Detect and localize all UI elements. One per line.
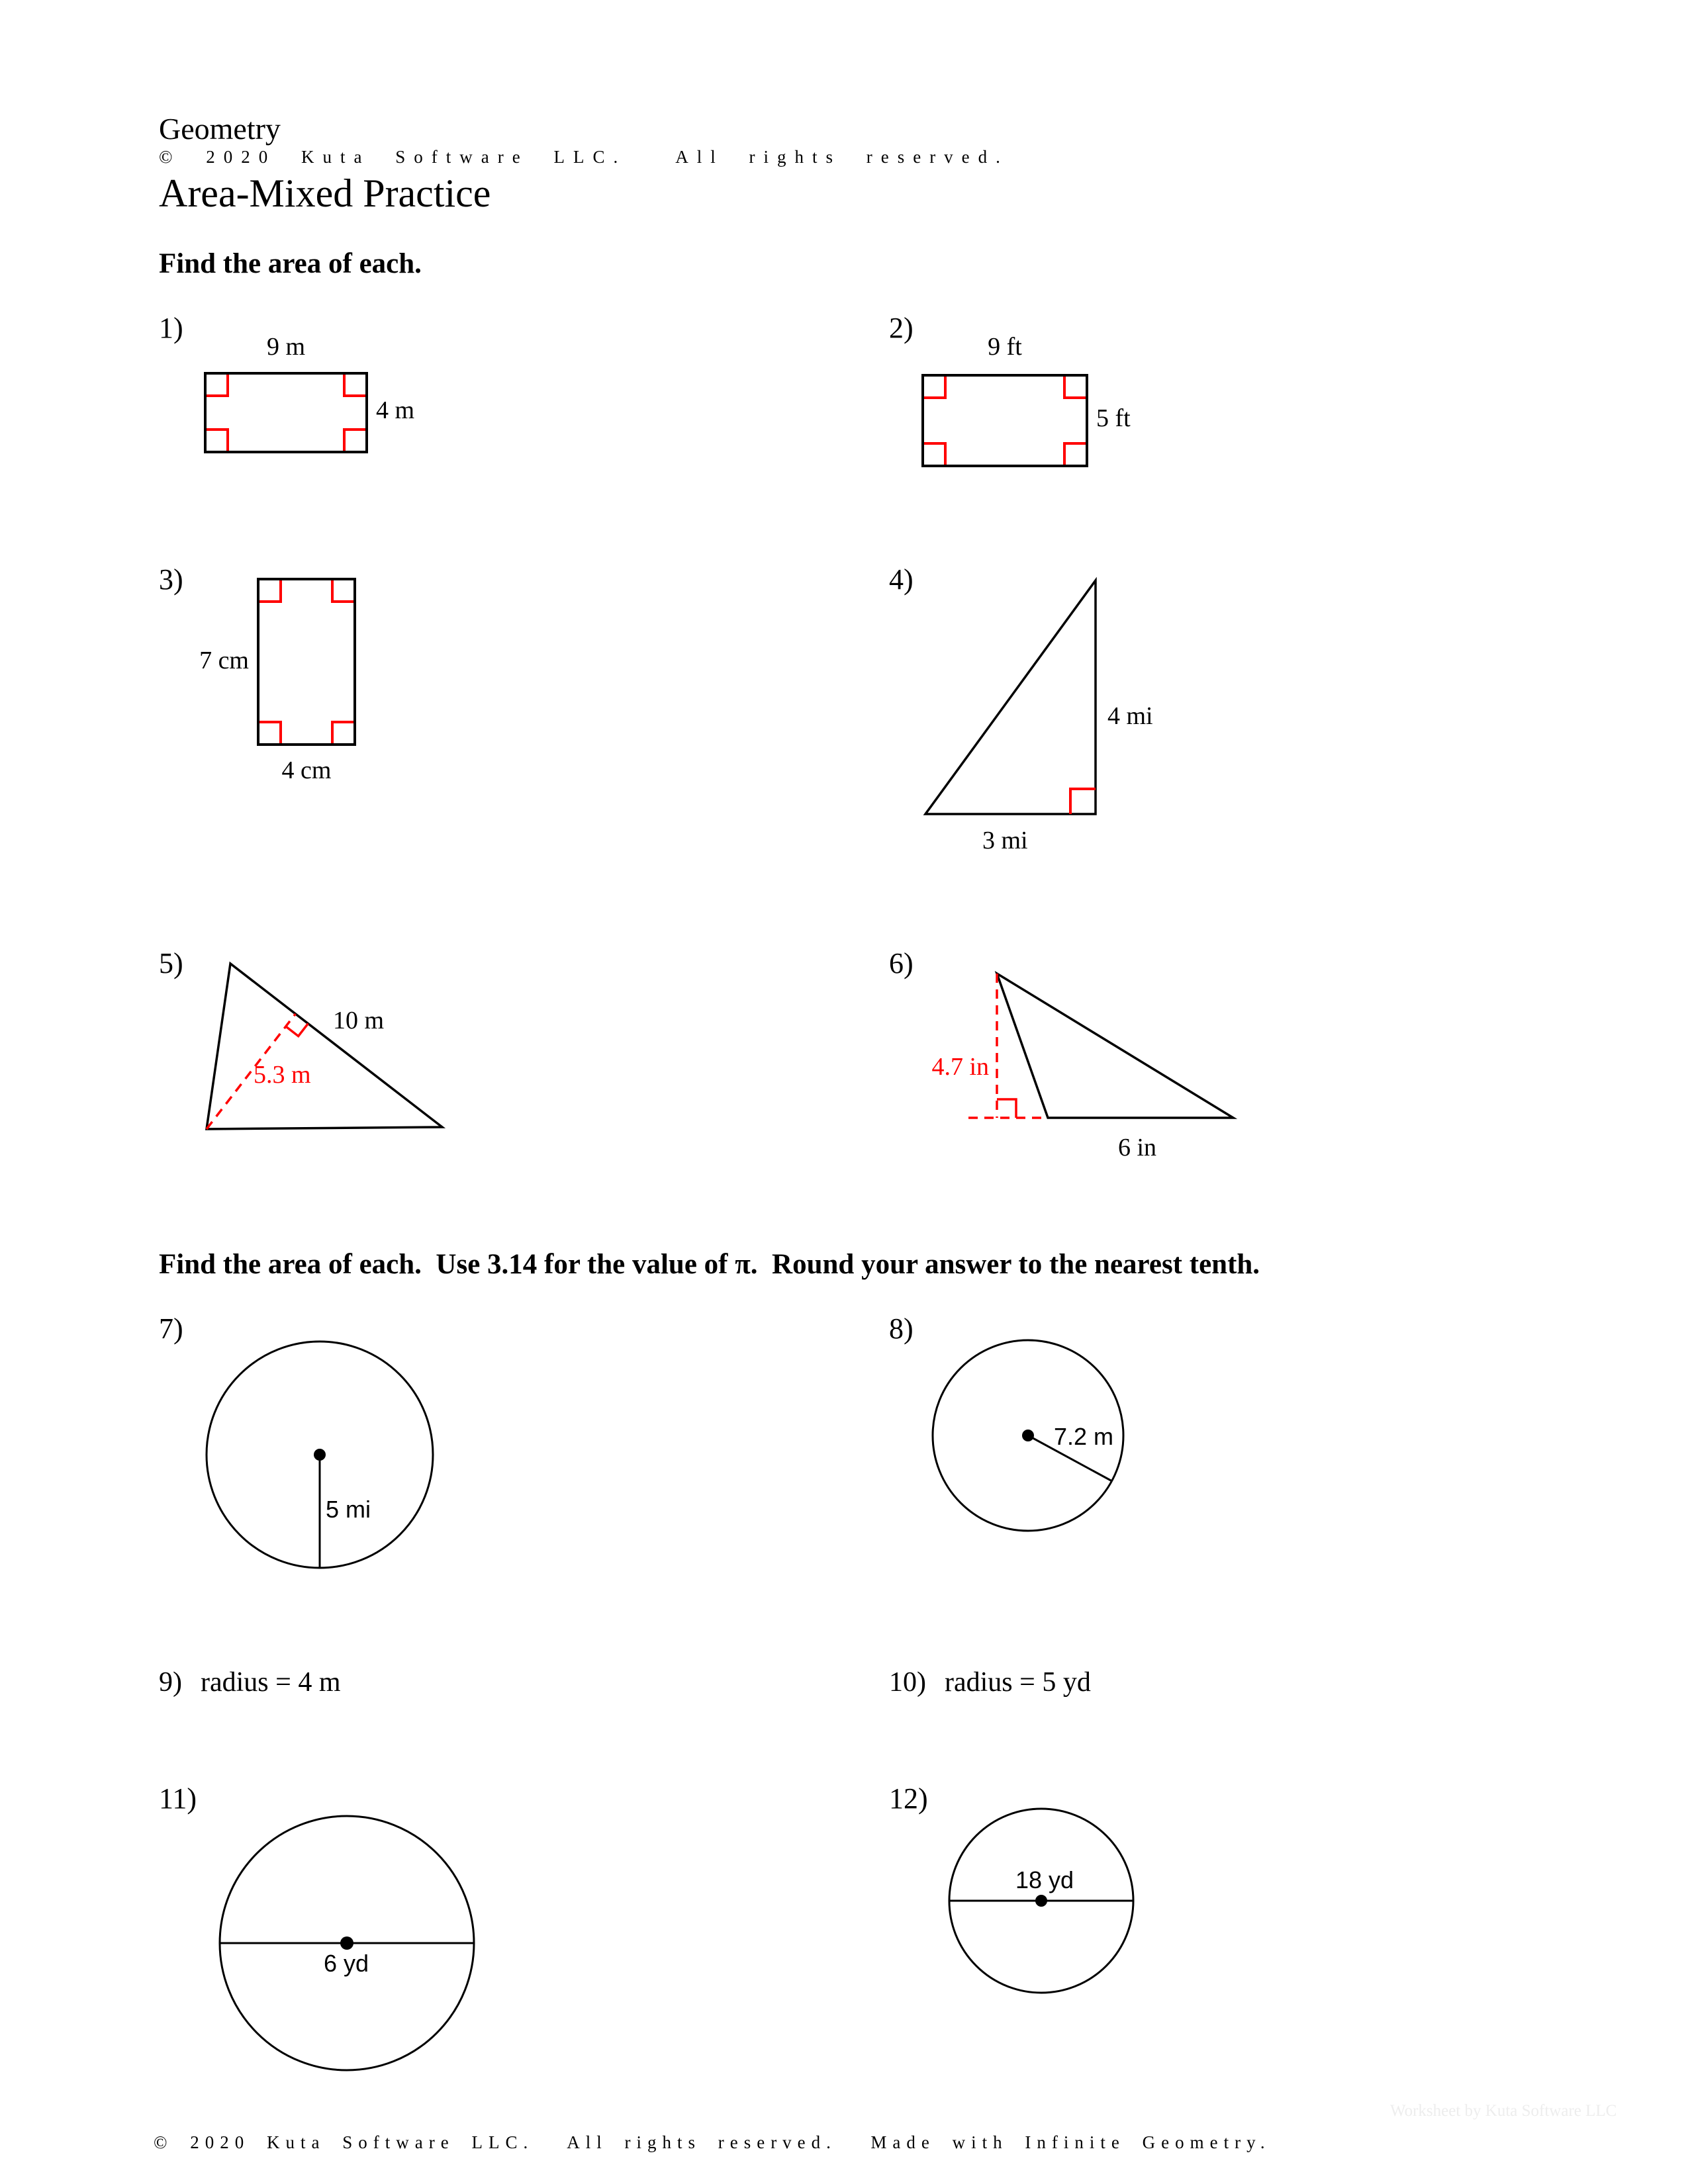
right-angle-mark-icon (997, 1099, 1016, 1118)
worksheet-title: Area-Mixed Practice (159, 171, 491, 215)
center-dot-icon (1035, 1895, 1047, 1907)
center-dot-icon (1022, 1430, 1034, 1441)
section1-instruction: Find the area of each. (159, 248, 422, 279)
problem-4-number: 4) (889, 563, 914, 596)
right-angle-mark-icon (343, 375, 365, 397)
problem-12-diameter-dimension: 18 yd (1015, 1866, 1074, 1893)
problem-11-number: 11) (159, 1782, 197, 1815)
triangle-outline (207, 964, 442, 1129)
problem-6-base-dimension: 6 in (1118, 1134, 1157, 1161)
problem-4-triangle (914, 570, 1112, 829)
problem-4-base-dimension: 3 mi (982, 827, 1028, 854)
problem-10-number: 10) (889, 1667, 926, 1698)
problem-1-right-dimension: 4 m (376, 396, 415, 424)
problem-5-triangle (192, 954, 457, 1146)
problem-6-number: 6) (889, 947, 914, 979)
right-angle-mark-icon (207, 428, 229, 451)
problem-6-altitude-dimension: 4.7 in (931, 1053, 989, 1081)
problem-11-diameter-dimension: 6 yd (324, 1950, 369, 1977)
right-angle-mark-icon (924, 442, 947, 465)
right-angle-mark-icon (207, 375, 229, 397)
problem-2-top-dimension: 9 ft (988, 333, 1022, 361)
problem-7-radius-dimension: 5 mi (326, 1496, 371, 1523)
right-angle-mark-icon (1070, 789, 1096, 814)
problem-12-number: 12) (889, 1782, 928, 1815)
problem-12-circle (947, 1807, 1139, 1999)
problem-1-top-dimension: 9 m (266, 333, 306, 361)
kuta-watermark: Worksheet by Kuta Software LLC (1390, 2102, 1617, 2120)
problem-8-radius-dimension: 7.2 m (1054, 1423, 1114, 1450)
problem-3-bottom-dimension: 4 cm (281, 756, 332, 784)
problem-5-number: 5) (159, 947, 183, 979)
right-angle-mark-icon (286, 1024, 308, 1036)
right-angle-mark-icon (259, 580, 282, 603)
problem-2-number: 2) (889, 312, 914, 344)
right-angle-mark-icon (1063, 442, 1086, 465)
problem-9-number: 9) (159, 1667, 182, 1698)
problem-10 (889, 1666, 1091, 1698)
right-angle-mark-icon (1063, 377, 1086, 399)
triangle-outline (925, 580, 1096, 814)
triangle-outline (997, 974, 1233, 1118)
problem-2-rectangle (921, 374, 1088, 467)
problem-5-altitude-dimension: 5.3 m (254, 1061, 311, 1089)
problem-2-right-dimension: 5 ft (1096, 404, 1131, 432)
course-name: Geometry (159, 112, 281, 146)
right-angle-mark-icon (331, 721, 353, 743)
section2-instruction: Find the area of each. Use 3.14 for the value of π. Round your answer to the nearest tenth. (159, 1249, 1260, 1280)
problem-1-rectangle (204, 372, 368, 453)
problem-1-number: 1) (159, 312, 183, 344)
problem-10-text: radius = 5 yd (945, 1667, 1091, 1698)
problem-7-number: 7) (159, 1312, 183, 1345)
center-dot-icon (314, 1449, 326, 1461)
problem-7-circle (199, 1334, 444, 1578)
problem-8-number: 8) (889, 1312, 914, 1345)
center-dot-icon (340, 1936, 353, 1950)
problem-3-left-dimension: 7 cm (199, 647, 249, 674)
problem-11-circle (217, 1813, 477, 2073)
problem-9-text: radius = 4 m (201, 1667, 341, 1698)
problem-4-height-dimension: 4 mi (1107, 702, 1153, 730)
problem-5-side-dimension: 10 m (333, 1007, 385, 1034)
right-angle-mark-icon (259, 721, 282, 743)
problem-3-number: 3) (159, 563, 183, 596)
right-angle-mark-icon (924, 377, 947, 399)
problem-9 (159, 1666, 341, 1698)
right-angle-mark-icon (331, 580, 353, 603)
header-copyright: © 2020 Kuta Software LLC. All rights reserved. (159, 147, 1009, 167)
problem-6-triangle (923, 961, 1268, 1133)
right-angle-mark-icon (343, 428, 365, 451)
footer-copyright: © 2020 Kuta Software LLC. All rights reserved. Made with Infinite Geometry. (154, 2132, 1271, 2152)
problem-3-rectangle (257, 578, 356, 746)
